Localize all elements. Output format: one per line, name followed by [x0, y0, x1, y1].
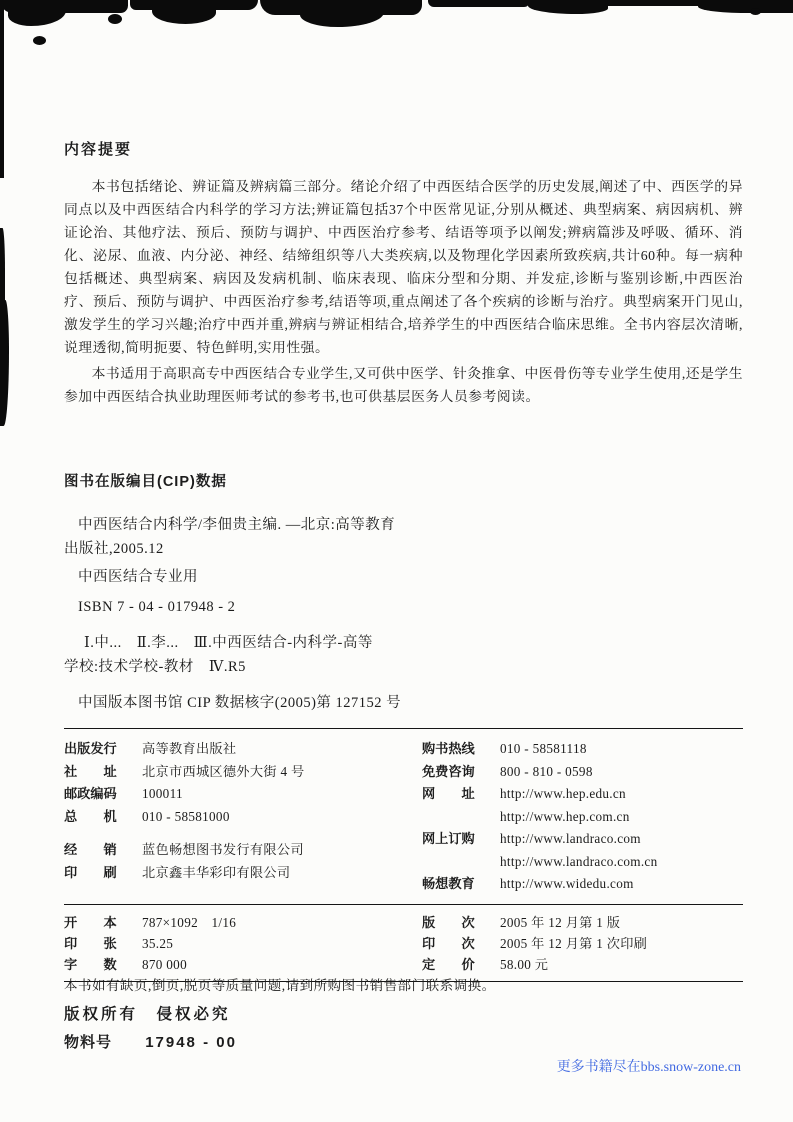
pub-row-label: 总 机: [64, 808, 117, 824]
pub-row-value: 北京鑫丰华彩印有限公司: [142, 864, 291, 880]
print-spec-block: [64, 905, 743, 981]
pub-row: [422, 761, 743, 784]
pub-row: [422, 738, 743, 761]
pub-row: [64, 761, 422, 784]
pub-row-value: http://www.hep.com.cn: [500, 808, 630, 824]
scan-mark: [528, 0, 608, 14]
pub-row-label: 印 刷: [64, 864, 117, 880]
scan-mark: [0, 0, 4, 178]
pub-row-label: 定 价: [422, 956, 475, 972]
pub-row-value: 870 000: [142, 956, 187, 972]
cip-title-line-1: 中西医结合内科学/李佃贵主编. —北京:高等教育: [78, 517, 396, 533]
scan-mark: [300, 0, 384, 27]
scan-mark: [750, 8, 761, 15]
pub-row: [422, 783, 743, 806]
material-number: [64, 1031, 237, 1052]
pub-row-value: http://www.widedu.com: [500, 876, 634, 891]
cip-series-note: 中西医结合专业用: [78, 569, 198, 585]
publisher-column: [64, 738, 422, 896]
scan-mark: [428, 0, 530, 7]
summary-paragraph-2: 本书适用于高职高专中西医结合专业学生,又可供中医学、针灸推拿、中医骨伤等专业学生使用,还是学生参加中西医结合执业助理医师考试的参考书,也可供基层医务人员参考阅读。: [64, 366, 743, 404]
summary-paragraph-1: 本书包括绪论、辨证篇及辨病篇三部分。绪论介绍了中西医结合医学的历史发展,阐述了中、西医学的异同点以及中西医结合内科学的学习方法;辨证篇包括37个中医常见证,分别从概述、典型病案、病因病机、辨证论治、其他疗法、预后、预防与调护、中西医治疗参考、结语等项予以阐发;辨病篇涉及呼吸、循环、消化、泌尿、血液、内分泌、神经、结缔组织等八大类疾病,以及物理化学因素所致疾病,共计60种。每一病种包括概述、典型病案、病因及发病机制、临床表现、临床分型和分期、并发症,诊断与鉴别诊断,中西医治疗、预后、预防与调护、中西医治疗参考,结语等项,重点阐述了各个疾病的诊断与治疗。典型病案开门见山,激发学生的学习兴趣;治疗中西并重,辨病与辨证相结合,培养学生的中西医结合临床思维。全书内容层次清晰,说理透彻,简明扼要、特色鲜明,实用性强。: [64, 179, 743, 355]
pub-row-value: 010 - 58581000: [142, 808, 230, 824]
pub-row-value: 787×1092 1/16: [142, 914, 237, 930]
pub-row-label: 印 次: [422, 935, 475, 951]
pub-row-label: 印 张: [64, 935, 117, 951]
scan-mark: [152, 0, 216, 24]
pub-row-label: [422, 806, 500, 829]
material-number-value: 17948 - 00: [145, 1034, 237, 1051]
scan-mark: [8, 0, 66, 26]
pub-row: [64, 954, 422, 975]
print-spec-column: [64, 912, 422, 975]
pub-row: [422, 828, 743, 851]
pub-row-value: 2005 年 12 月第 1 版: [500, 914, 621, 930]
content-summary-section: [64, 138, 743, 408]
publisher-contact-block: [64, 729, 743, 904]
pub-row: [64, 839, 422, 862]
material-number-label: 物料号: [64, 1034, 113, 1051]
pub-row-value: 北京市西城区德外大街 4 号: [142, 763, 305, 779]
pub-row: [64, 738, 422, 761]
pub-row-value: http://www.landraco.com.cn: [500, 853, 658, 869]
copyright-notice: 版权所有 侵权必究: [64, 1006, 231, 1023]
pub-row-label: 经 销: [64, 842, 117, 857]
pub-row-label: 免费咨询: [422, 763, 475, 779]
pub-row: [64, 783, 422, 806]
pub-row-label: 网上订购: [422, 831, 475, 846]
cip-heading: 图书在版编目(CIP)数据: [64, 474, 227, 490]
pub-row: [422, 912, 743, 933]
cip-title-line-2: 出版社,2005.12: [64, 541, 164, 557]
pub-row-label: 出版发行: [64, 741, 117, 756]
cip-section: [64, 470, 743, 715]
scan-mark: [108, 14, 122, 24]
pub-row: [422, 806, 743, 829]
pub-row-value: 高等教育出版社: [142, 741, 237, 756]
quality-note: 本书如有缺页,倒页,脱页等质量问题,请到所购图书销售部门联系调换。: [64, 978, 496, 993]
pub-row-value: 蓝色畅想图书发行有限公司: [142, 842, 304, 857]
pub-row-value: 010 - 58581118: [500, 741, 587, 756]
pub-row: [422, 873, 743, 896]
pub-row: [422, 954, 743, 975]
pub-row-value: 35.25: [142, 935, 174, 951]
pub-row-value: 2005 年 12 月第 1 次印刷: [500, 935, 648, 951]
scan-mark: [33, 36, 46, 45]
edition-column: [422, 912, 743, 975]
scan-mark: [0, 300, 9, 426]
pub-row-value: 100011: [142, 786, 183, 801]
pub-row: [422, 933, 743, 954]
pub-row: [64, 806, 422, 829]
pub-row-label: 网 址: [422, 786, 475, 801]
cip-classification-line-2: 学校:技术学校-教材 Ⅳ.R5: [64, 659, 246, 675]
scan-mark: [698, 0, 793, 13]
summary-heading: 内容提要: [64, 141, 133, 158]
cip-classification-line-1: Ⅰ.中... Ⅱ.李... Ⅲ.中西医结合-内科学-高等: [84, 635, 373, 651]
pub-row-label: 购书热线: [422, 741, 475, 756]
pub-row-label: 畅想教育: [422, 876, 475, 891]
pub-row-label: 社 址: [64, 763, 117, 779]
pub-row-label: 邮政编码: [64, 786, 117, 801]
pub-row-value: http://www.landraco.com: [500, 831, 641, 846]
cip-isbn: ISBN 7 - 04 - 017948 - 2: [78, 599, 236, 615]
pub-row-label: 字 数: [64, 956, 117, 972]
pub-row-value: 58.00 元: [500, 956, 549, 972]
cip-record-number: 中国版本图书馆 CIP 数据核字(2005)第 127152 号: [78, 695, 402, 711]
publication-info-section: [64, 728, 743, 982]
watermark-link: 更多书籍尽在bbs.snow-zone.cn: [556, 1060, 741, 1075]
contact-column: [422, 738, 743, 896]
pub-row-label: 开 本: [64, 914, 117, 930]
pub-row-value: 800 - 810 - 0598: [500, 763, 593, 779]
pub-row-label: 版 次: [422, 914, 475, 930]
pub-row: [64, 933, 422, 954]
pub-row: [64, 912, 422, 933]
pub-row-label: [422, 851, 500, 874]
pub-row-value: http://www.hep.edu.cn: [500, 786, 626, 801]
pub-row: [422, 851, 743, 874]
pub-row: [64, 862, 422, 885]
